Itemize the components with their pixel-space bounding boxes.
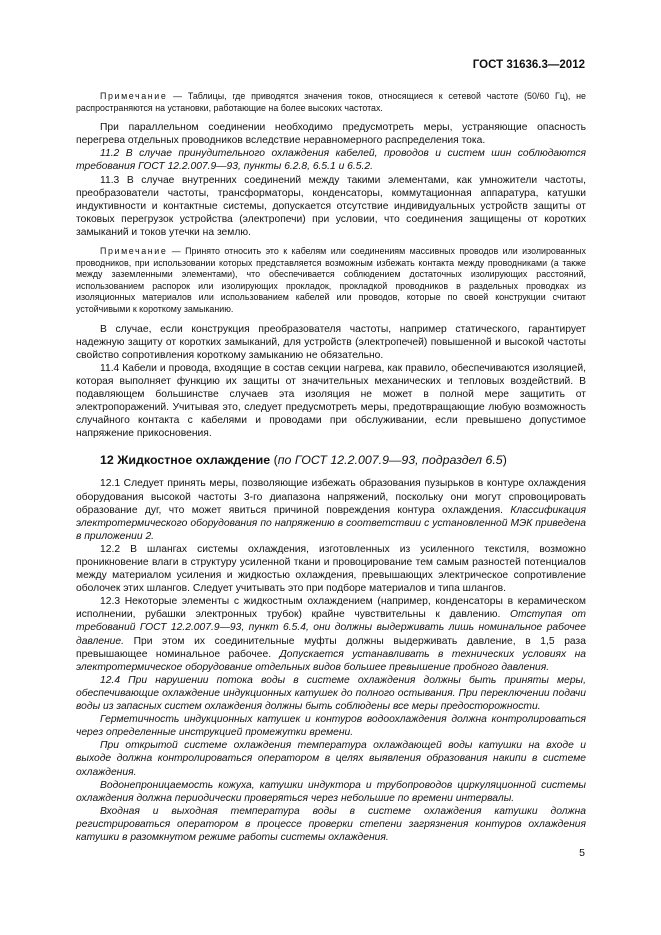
note-label: Примечание (100, 246, 168, 257)
paragraph-parallel: При параллельном соединении необходимо предусмотреть меры, устраняющие опасность перегрева отдельных проводников вследствие неравномерного распределения тока. (76, 122, 586, 147)
note-paragraph (76, 246, 586, 316)
paragraph-11-3: 11.3 В случае внутренних соединений между такими элементами, как умножители частоты, преобразователи частоты, трансформаторы, конденсаторы, коммутационная аппаратура, катушки индуктивности и контактные системы, допускается отсутствие индивидуальных устройств защиты от токовых перегрузок устройства (электропечи) при условии, что соединения защищены от коротких замыканий и токов утечки на землю. (76, 174, 586, 238)
note-text: — Принято относить это к кабелям или соединениям массивных проводов или изолированных проводников, при использовании которых представляется возможным избежать контакта между проводниками (а также между заземленными элементами), что обеспечивается соблюдением достаточных изолирующих расстояний, использованием распорок или изолирующих прокладок, прокладкой проводников в раздельных проводках из изоляционных материалов или использованием кабелей или проводов, которые по своей конструкции считают устойчивыми к короткому замыканию. (76, 246, 586, 314)
note-label: Примечание (100, 91, 168, 101)
paragraph-12-4: 12.4 При нарушении потока воды в системе охлаждения должны быть приняты меры, обеспечивающие охлаждение индукционных катушек до полного остывания. При переключении подачи воды из запасных систем охлаждения должны быть соблюдены все меры предосторожности. (76, 674, 586, 713)
paragraph-12-3: 12.3 Некоторые элементы с жидкостным охлаждением (например, конденсаторы в керамическом исполнении, рубашки электронных трубок) крайне чувствительны к давлению. Отступая от требований ГОСТ 12.2.007.9—93, пункт 6.5.4, они должны выдерживать лишь номинальное рабочее давление. При этом их соединительные муфты должны выдерживать давление, в 1,5 раза превышающее номинальное рабочее. Допускается устанавливать в технических условиях на электротермическое оборудование отдельных видов большее превышение пробного давления. (76, 596, 587, 673)
note-paragraph (76, 91, 586, 114)
paragraph-open-system: При открытой системе охлаждения температура охлаждающей воды катушки на входе и выходе должна контролироваться оператором в целях выявления образования накипи в системе охлаждения. (76, 740, 586, 778)
paragraph-waterproofing: Водонепроницаемость кожуха, катушки индуктора и трубопроводов циркуляционной системы охлаждения должна периодически проверяться через небольшие по времени интервалы. (76, 779, 586, 804)
document-body (76, 88, 586, 844)
section-12-heading (76, 453, 586, 468)
paragraph-12-1: 12.1 Следует принять меры, позволяющие избежать образования пузырьков в контуре охлаждения оборудования высокой частоты 3-го диапазона напряжений, поскольку они могут спровоцировать образование дуг, что может явиться причиной повреждения контура охлаждения. Классификация электротермического оборудования по напряжению в соответствии с установленной МЭК приведена в приложении 2. (76, 478, 586, 542)
paragraph-12-2: 12.2 В шлангах системы охлаждения, изготовленных из усиленного текстиля, возможно проникновение влаги в структуру усиленной ткани и провоцирование тем самым разностей потенциалов между материалом усиления и жидкостью охлаждения, превышающих электрическое сопротивление оболочек этих шлангов. Следует учитывать это при подборе материалов и типа шлангов. (76, 543, 586, 595)
paragraph-hermeticity: Герметичность индукционных катушек и контуров водоохлаждения должна контролироваться через определенные инструкцией промежутки времени. (76, 714, 586, 739)
paragraph-temperature: Входная и выходная температура воды в системе охлаждения катушки должна регистрироваться оператором в процессе проверки степени загрязнения контуров охлаждения катушки в разомкнутом режиме работы системы охлаждения. (76, 805, 586, 843)
section-reference: (по ГОСТ 12.2.007.9—93, подраздел 6.5) (270, 453, 507, 468)
section-title: 12 Жидкостное охлаждение (100, 453, 271, 468)
page-number: 5 (579, 847, 585, 859)
paragraph-11-4: 11.4 Кабели и провода, входящие в состав секции нагрева, как правило, обеспечиваются изоляцией, которая выполняет функцию их защиты от значительных механических и тепловых воздействий. В подавляющем большинстве случаев эта изоляция не может в полной мере защитить от электропоражений. Учитывая это, следует предусмотреть меры, предотвращающие любую возможность случайного контакта с кабелями и проводами при обслуживании, если превышено допустимое напряжение прикосновения. (76, 362, 586, 440)
paragraph-11-2: 11.2 В случае принудительного охлаждения кабелей, проводов и систем шин соблюдаются требования ГОСТ 12.2.007.9—93, пункты 6.2.8, 6.5.1 и 6.5.2. (76, 148, 586, 173)
standard-header: ГОСТ 31636.3—2012 (472, 59, 585, 71)
note-text: — Таблицы, где приводятся значения токов, относящиеся к сетевой частоте (50/60 Гц), не распространяются на установки, работающие на более высоких частотах. (76, 91, 586, 113)
paragraph-case: В случае, если конструкция преобразователя частоты, например статического, гарантирует надежную защиту от коротких замыканий, для устройств (электропечей) повышенной и высокой частоты свойство сопротивления короткому замыканию не обязательно. (76, 323, 586, 361)
